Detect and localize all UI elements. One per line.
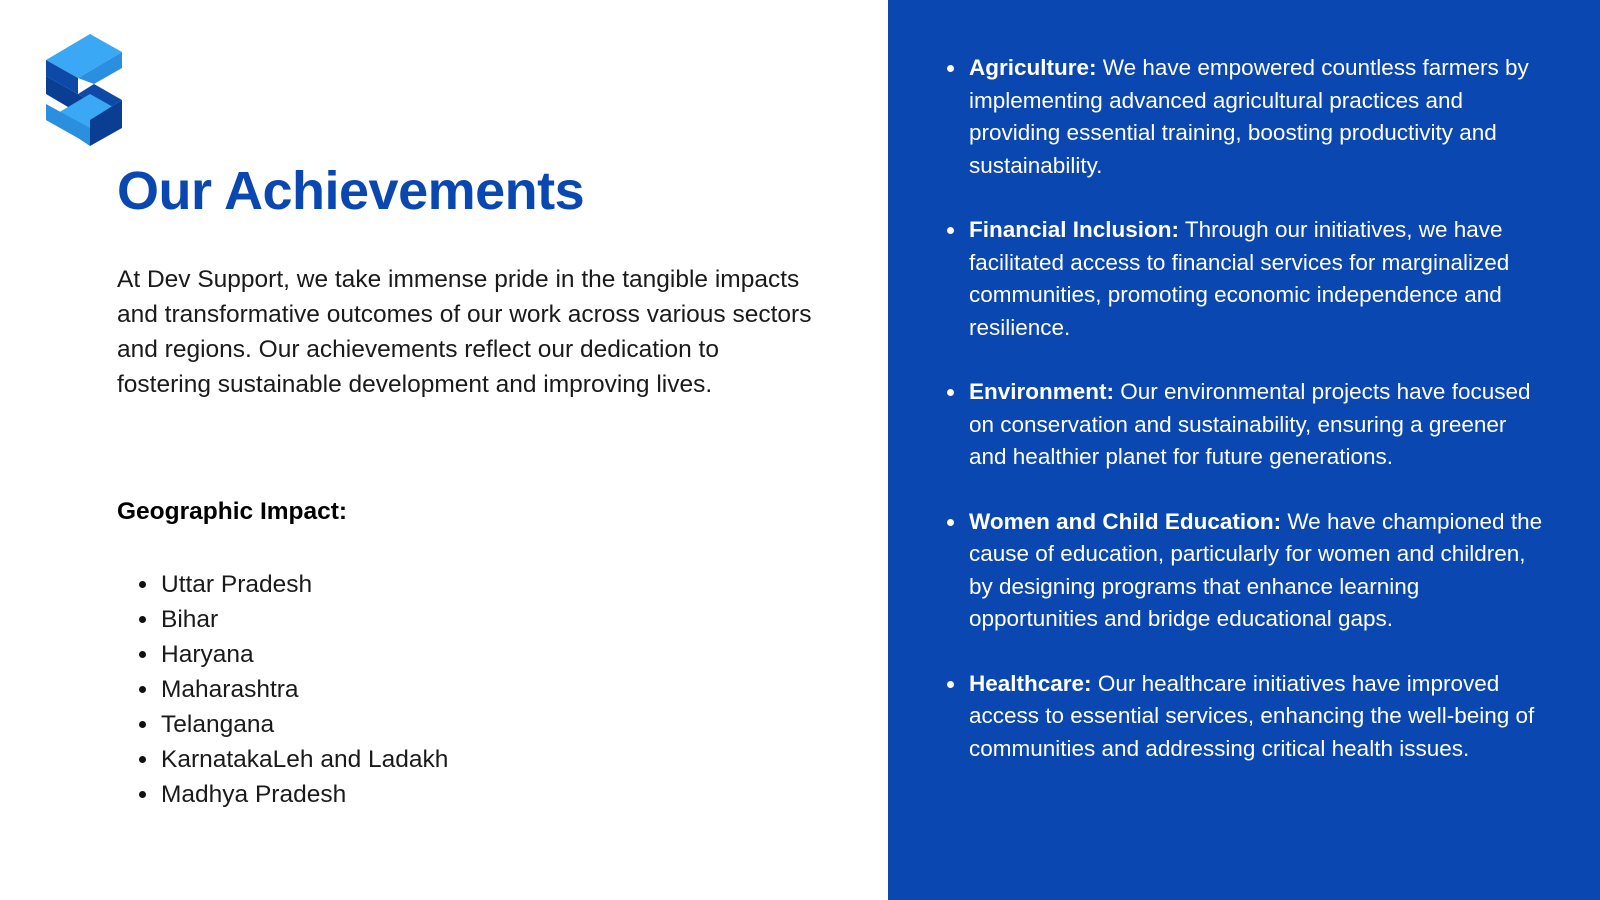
sector-title: Healthcare: [969,670,1092,696]
sector-title: Agriculture: [969,55,1097,80]
sector-environment [946,376,1546,474]
sector-title: Women and Child Education: [969,508,1282,534]
sector-title: Financial Inclusion: [969,217,1180,242]
list-item: Maharashtra [117,672,448,707]
sector-women-child-education [946,506,1546,636]
sector-agriculture [946,52,1546,182]
geographic-impact-heading: Geographic Impact: [117,498,348,525]
sector-text: We have championed the cause of education, particularly for women and children, by designing programs that enhance learning opportunities and bridge educational gaps. [969,508,1543,631]
list-item: Bihar [117,602,448,637]
sector-text: Our environmental projects have focused on conservation and sustainability, ensuring a greener and healthier planet for future generations. [969,379,1531,469]
page-title: Our Achievements [117,161,585,221]
sector-text: Our healthcare initiatives have improved access to essential services, enhancing the well-being of communities and addressing critical health issues. [969,670,1535,761]
sectors-list [946,52,1546,797]
list-item: KarnatakaLeh and Ladakh [117,742,448,777]
dev-support-logo-icon [46,34,122,146]
intro-paragraph: At Dev Support, we take immense pride in the tangible impacts and transformative outcomes of our work across various sectors and regions. Our achievements reflect our dedication to fostering sustainable development and improving lives. [117,266,812,398]
sector-text: We have empowered countless farmers by implementing advanced agricultural practices and providing essential training, boosting productivity and sustainability. [969,55,1529,178]
sector-financial-inclusion [946,214,1546,344]
list-item: Uttar Pradesh [117,567,448,602]
list-item: Haryana [117,637,448,672]
sectors-panel [888,0,1600,900]
sector-text: Through our initiatives, we have facilitated access to financial services for marginalized communities, promoting economic independence and resilience. [969,217,1510,340]
geographic-impact-list [117,567,448,812]
list-item: Madhya Pradesh [117,777,448,812]
sector-healthcare [946,668,1546,766]
list-item: Telangana [117,707,448,742]
sector-title: Environment: [969,379,1115,404]
